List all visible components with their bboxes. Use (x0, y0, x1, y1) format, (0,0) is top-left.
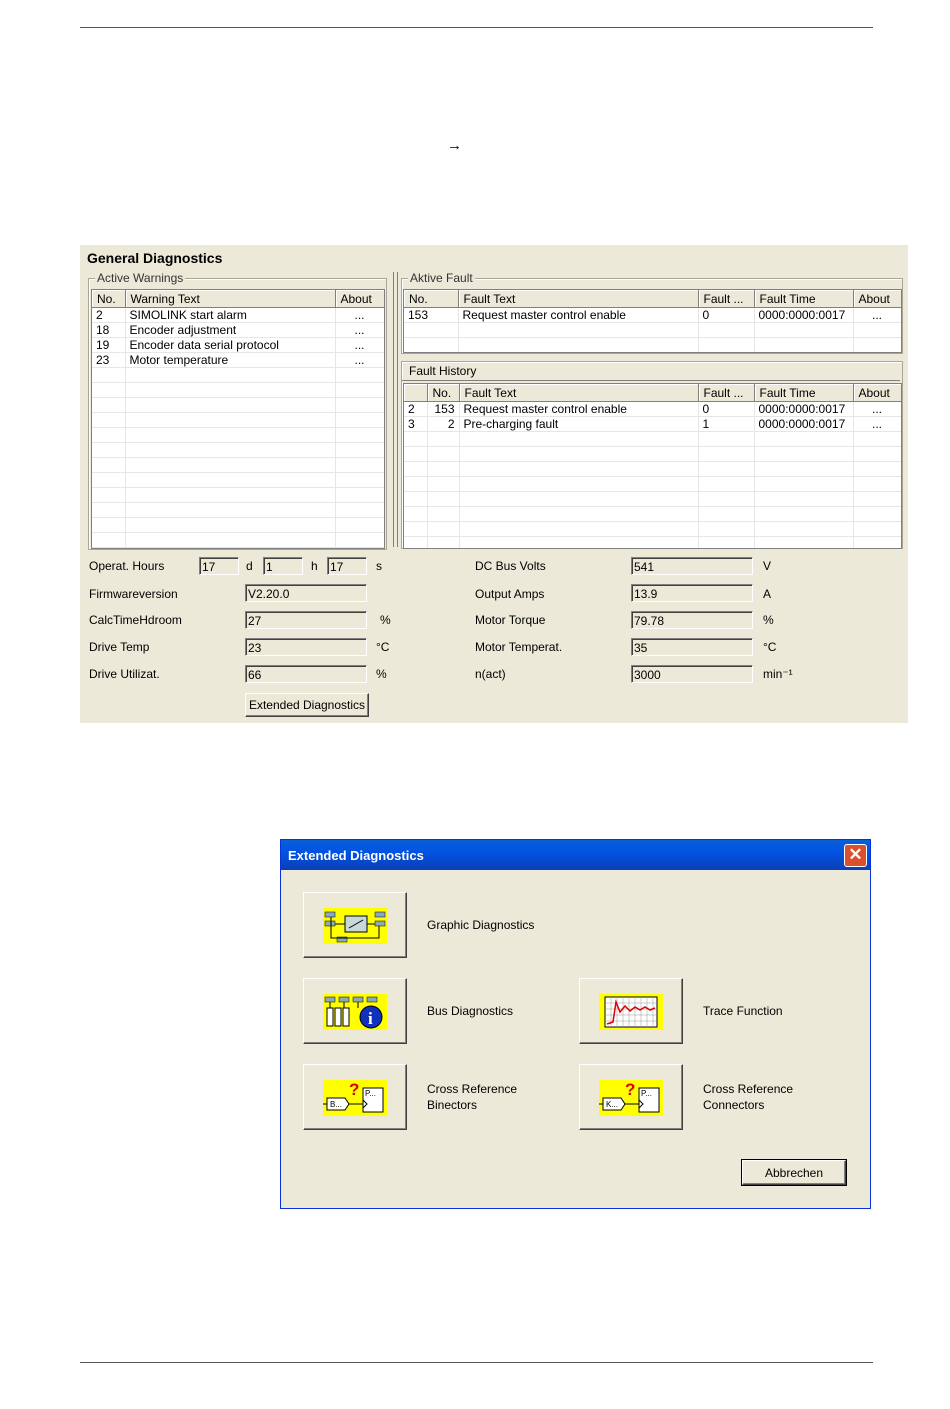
column-header[interactable]: Warning Text (125, 290, 335, 308)
trace-function-button[interactable] (579, 978, 683, 1044)
about-cell[interactable]: ... (335, 353, 384, 368)
operat-hours-label: Operat. Hours (89, 559, 165, 573)
fault-history-table[interactable] (403, 383, 902, 549)
column-header[interactable]: No. (92, 290, 125, 308)
motor-torque-field[interactable]: 79.78 (631, 611, 753, 629)
fault-history-label: Fault History (409, 364, 477, 378)
empty-row (404, 477, 901, 492)
table-row[interactable] (92, 323, 384, 338)
active-fault-table[interactable] (403, 289, 902, 353)
empty-row (404, 492, 901, 507)
cell-no: 153 (404, 308, 458, 323)
column-header[interactable]: About (853, 290, 901, 308)
calc-time-label: CalcTimeHdroom (89, 613, 182, 627)
graphic-diagnostics-icon (323, 908, 387, 944)
empty-row (404, 447, 901, 462)
empty-row (92, 458, 384, 473)
empty-row (404, 537, 901, 550)
cross-reference-binectors-icon (323, 1080, 387, 1116)
cell-text: Motor temperature (125, 353, 335, 368)
close-icon[interactable]: ✕ (844, 844, 867, 867)
table-row[interactable] (92, 308, 384, 323)
label-line-2: Binectors (427, 1098, 478, 1112)
svg-text:K...: K... (606, 1100, 619, 1109)
drive-temp-unit: °C (376, 640, 390, 654)
empty-row (404, 432, 901, 447)
column-header[interactable]: Fault Time (754, 290, 853, 308)
cell-index: 3 (404, 417, 427, 432)
panel-title: General Diagnostics (87, 250, 223, 266)
drive-util-unit: % (376, 667, 387, 681)
table-header (404, 384, 901, 402)
column-header[interactable]: Fault ... (698, 384, 754, 402)
empty-row (92, 518, 384, 533)
operat-seconds-field[interactable]: 17 (327, 557, 367, 575)
cell-text: Request master control enable (458, 308, 698, 323)
column-header[interactable]: Fault Time (754, 384, 853, 402)
firmware-field[interactable]: V2.20.0 (245, 584, 367, 602)
svg-text:?: ? (349, 1080, 360, 1099)
top-rule (80, 27, 873, 28)
firmware-label: Firmwareversion (89, 587, 178, 601)
cell-time: 0000:0000:0017 (754, 417, 853, 432)
operat-hours-field[interactable]: 1 (263, 557, 303, 575)
n-act-label: n(act) (475, 667, 506, 681)
empty-row (92, 398, 384, 413)
table-row[interactable] (92, 338, 384, 353)
column-header[interactable]: Fault Text (458, 290, 698, 308)
bottom-rule (80, 1362, 873, 1363)
motor-temp-unit: °C (763, 640, 777, 654)
column-header[interactable]: No. (404, 290, 458, 308)
empty-row (404, 323, 901, 338)
fault-history-header (402, 362, 900, 381)
n-act-field[interactable]: 3000 (631, 665, 753, 683)
active-warnings-table[interactable] (91, 289, 385, 549)
empty-row (404, 338, 901, 353)
empty-row (92, 443, 384, 458)
about-cell[interactable]: ... (335, 308, 384, 323)
general-diagnostics-panel (80, 245, 908, 723)
label-line-1: Cross Reference (427, 1082, 518, 1096)
bus-diagnostics-icon (323, 994, 387, 1030)
cell-no: 153 (427, 402, 459, 417)
empty-row (92, 413, 384, 428)
drive-temp-field[interactable]: 23 (245, 638, 367, 656)
empty-row (92, 428, 384, 443)
about-cell[interactable]: ... (335, 323, 384, 338)
cell-no: 19 (92, 338, 125, 353)
extended-diagnostics-button[interactable]: Extended Diagnostics (245, 693, 369, 717)
empty-row (404, 507, 901, 522)
arrow-icon: → (447, 137, 462, 154)
cell-time: 0000:0000:0017 (754, 402, 853, 417)
empty-row (92, 488, 384, 503)
cell-text: SIMOLINK start alarm (125, 308, 335, 323)
about-cell[interactable]: ... (853, 402, 901, 417)
cell-no: 2 (92, 308, 125, 323)
motor-temp-label: Motor Temperat. (475, 640, 563, 654)
operat-days-field[interactable]: 17 (199, 557, 239, 575)
trace-function-icon (599, 994, 663, 1030)
svg-text:P...: P... (365, 1089, 376, 1098)
cross-reference-connectors-label (703, 1081, 793, 1113)
cell-text: Encoder data serial protocol (125, 338, 335, 353)
dc-bus-field[interactable]: 541 (631, 557, 753, 575)
table-row[interactable] (92, 353, 384, 368)
table-header (404, 290, 901, 308)
extended-diagnostics-dialog (280, 839, 871, 1209)
column-header[interactable] (404, 384, 427, 402)
seconds-unit: s (376, 559, 382, 573)
column-header[interactable]: About (853, 384, 901, 402)
column-header[interactable]: Fault Text (459, 384, 698, 402)
graphic-diagnostics-button[interactable] (303, 892, 407, 958)
motor-torque-unit: % (763, 613, 774, 627)
empty-row (404, 522, 901, 537)
calc-time-field[interactable]: 27 (245, 611, 367, 629)
n-act-unit: min⁻¹ (763, 667, 793, 681)
cancel-button[interactable]: Abbrechen (742, 1160, 846, 1185)
label-line-1: Cross Reference (703, 1082, 794, 1096)
cell-no: 23 (92, 353, 125, 368)
graphic-diagnostics-label: Graphic Diagnostics (427, 918, 535, 932)
bus-diagnostics-label: Bus Diagnostics (427, 1004, 514, 1018)
cell-fault: 0 (698, 402, 754, 417)
dc-bus-label: DC Bus Volts (475, 559, 546, 573)
label-line-2: Connectors (703, 1098, 765, 1112)
about-cell[interactable]: ... (853, 417, 901, 432)
cell-time: 0000:0000:0017 (754, 308, 853, 323)
table-row[interactable] (404, 308, 901, 323)
bus-diagnostics-button[interactable] (303, 978, 407, 1044)
trace-function-label: Trace Function (703, 1004, 783, 1018)
output-amps-field[interactable]: 13.9 (631, 584, 753, 602)
column-header[interactable]: About (335, 290, 384, 308)
pane-splitter[interactable] (393, 272, 398, 547)
motor-torque-label: Motor Torque (475, 613, 546, 627)
svg-text:P...: P... (641, 1089, 652, 1098)
output-amps-unit: A (763, 587, 772, 601)
dialog-title: Extended Diagnostics (288, 848, 424, 863)
about-cell[interactable]: ... (853, 308, 901, 323)
cell-no: 2 (427, 417, 459, 432)
dialog-titlebar[interactable] (281, 840, 870, 870)
days-unit: d (246, 559, 253, 573)
drive-temp-label: Drive Temp (89, 640, 150, 654)
active-warnings-label: Active Warnings (97, 271, 184, 285)
cell-no: 18 (92, 323, 125, 338)
active-fault-label: Aktive Fault (410, 271, 473, 285)
svg-text:?: ? (625, 1080, 636, 1099)
cell-index: 2 (404, 402, 427, 417)
svg-text:B...: B... (330, 1100, 343, 1109)
hours-unit: h (311, 559, 318, 573)
cell-fault: 0 (698, 308, 754, 323)
empty-row (92, 533, 384, 548)
cell-text: Pre-charging fault (459, 417, 698, 432)
motor-temp-field[interactable]: 35 (631, 638, 753, 656)
drive-util-label: Drive Utilizat. (89, 667, 160, 681)
empty-row (92, 383, 384, 398)
cell-fault: 1 (698, 417, 754, 432)
empty-row (92, 503, 384, 518)
cell-text: Request master control enable (459, 402, 698, 417)
output-amps-label: Output Amps (475, 587, 545, 601)
cross-reference-binectors-button[interactable] (303, 1064, 407, 1130)
drive-util-field[interactable]: 66 (245, 665, 367, 683)
dc-bus-unit: V (763, 559, 772, 573)
empty-row (92, 473, 384, 488)
column-header[interactable]: No. (427, 384, 459, 402)
column-header[interactable]: Fault ... (698, 290, 754, 308)
cross-reference-binectors-label (427, 1081, 517, 1113)
cross-reference-connectors-icon (599, 1080, 663, 1116)
empty-row (404, 462, 901, 477)
cross-reference-connectors-button[interactable] (579, 1064, 683, 1130)
table-row[interactable] (404, 417, 901, 432)
cell-text: Encoder adjustment (125, 323, 335, 338)
table-row[interactable] (404, 402, 901, 417)
calc-time-unit: % (380, 613, 391, 627)
svg-text:i: i (368, 1009, 373, 1028)
about-cell[interactable]: ... (335, 338, 384, 353)
empty-row (92, 368, 384, 383)
table-header (92, 290, 384, 308)
